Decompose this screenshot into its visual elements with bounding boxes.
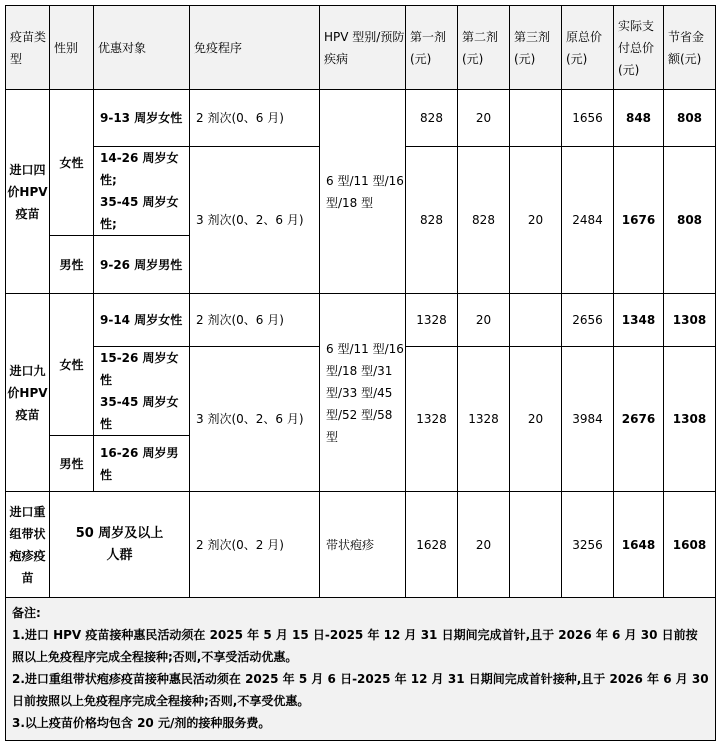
hpv-types-cell: 6 型/11 型/16 型/18 型	[320, 90, 406, 294]
dose1-cell: 1328	[406, 347, 458, 492]
target-line: 14-26 周岁女性;	[100, 151, 179, 187]
header-savings: 节省金额(元)	[664, 6, 716, 90]
header-dose2: 第二剂(元)	[458, 6, 510, 90]
original-total-cell: 3256	[562, 492, 614, 598]
dose3-cell: 20	[510, 147, 562, 294]
dose3-cell: 20	[510, 347, 562, 492]
header-hpv-types: HPV 型别/预防疾病	[320, 6, 406, 90]
header-dose1: 第一剂(元)	[406, 6, 458, 90]
table-header-row	[6, 6, 716, 90]
header-actual-total: 实际支付总价(元)	[614, 6, 664, 90]
schedule-cell: 2 剂次(0、6 月)	[190, 294, 320, 347]
dose3-cell	[510, 294, 562, 347]
target-cell: 9-26 周岁男性	[94, 236, 190, 294]
note-item: 3.以上疫苗价格均包含 20 元/剂的接种服务费。	[12, 716, 271, 730]
savings-cell: 1608	[664, 492, 716, 598]
vaccine-type-cell: 进口九价HPV疫苗	[6, 294, 50, 492]
notes-cell	[6, 598, 716, 741]
table-row	[6, 492, 716, 598]
table-row	[6, 294, 716, 347]
schedule-cell: 3 剂次(0、2、6 月)	[190, 147, 320, 294]
target-cell: 9-13 周岁女性	[94, 90, 190, 147]
actual-total-cell: 1348	[614, 294, 664, 347]
gender-cell: 女性	[50, 90, 94, 236]
dose2-cell: 20	[458, 90, 510, 147]
original-total-cell: 1656	[562, 90, 614, 147]
target-line: 15-26 周岁女性	[100, 351, 179, 387]
header-target: 优惠对象	[94, 6, 190, 90]
target-cell: 50 周岁及以上人群	[50, 492, 190, 598]
dose1-cell: 1328	[406, 294, 458, 347]
dose2-cell: 20	[458, 294, 510, 347]
header-vaccine-type: 疫苗类型	[6, 6, 50, 90]
vaccine-price-table	[5, 5, 716, 741]
dose3-cell	[510, 492, 562, 598]
notes-title: 备注:	[12, 606, 41, 620]
actual-total-cell: 848	[614, 90, 664, 147]
header-dose3: 第三剂(元)	[510, 6, 562, 90]
target-cell	[94, 147, 190, 236]
dose2-cell: 828	[458, 147, 510, 294]
target-line: 35-45 周岁女性	[100, 395, 179, 431]
header-schedule: 免疫程序	[190, 6, 320, 90]
gender-cell: 女性	[50, 294, 94, 436]
schedule-cell: 2 剂次(0、2 月)	[190, 492, 320, 598]
original-total-cell: 3984	[562, 347, 614, 492]
savings-cell: 1308	[664, 347, 716, 492]
disease-cell: 带状疱疹	[320, 492, 406, 598]
schedule-cell: 2 剂次(0、6 月)	[190, 90, 320, 147]
notes-row	[6, 598, 716, 741]
schedule-cell: 3 剂次(0、2、6 月)	[190, 347, 320, 492]
price-table-container	[5, 5, 715, 741]
dose2-cell: 1328	[458, 347, 510, 492]
original-total-cell: 2656	[562, 294, 614, 347]
vaccine-type-cell: 进口四价HPV疫苗	[6, 90, 50, 294]
actual-total-cell: 1676	[614, 147, 664, 294]
target-cell: 16-26 周岁男性	[94, 436, 190, 492]
gender-cell: 男性	[50, 236, 94, 294]
hpv-types-cell: 6 型/11 型/16 型/18 型/31 型/33 型/45 型/52 型/58 型	[320, 294, 406, 492]
target-line: 35-45 周岁女性;	[100, 195, 179, 231]
savings-cell: 808	[664, 147, 716, 294]
actual-total-cell: 2676	[614, 347, 664, 492]
target-cell	[94, 347, 190, 436]
savings-cell: 808	[664, 90, 716, 147]
dose1-cell: 828	[406, 90, 458, 147]
vaccine-type-cell: 进口重组带状疱疹疫苗	[6, 492, 50, 598]
note-item: 2.进口重组带状疱疹疫苗接种惠民活动须在 2025 年 5 月 6 日-2025 年 12 月 31 日期间完成首针接种,且于 2026 年 6 月 30 日前按照以上免疫程序完成全程接种;否则,不享受优惠。	[12, 672, 709, 708]
original-total-cell: 2484	[562, 147, 614, 294]
dose1-cell: 828	[406, 147, 458, 294]
dose1-cell: 1628	[406, 492, 458, 598]
dose3-cell	[510, 90, 562, 147]
note-item: 1.进口 HPV 疫苗接种惠民活动须在 2025 年 5 月 15 日-2025 年 12 月 31 日期间完成首针,且于 2026 年 6 月 30 日前按照以上免疫程序完成全程接种;否则,不享受活动优惠。	[12, 628, 698, 664]
actual-total-cell: 1648	[614, 492, 664, 598]
gender-cell: 男性	[50, 436, 94, 492]
savings-cell: 1308	[664, 294, 716, 347]
target-cell: 9-14 周岁女性	[94, 294, 190, 347]
header-gender: 性别	[50, 6, 94, 90]
header-original-total: 原总价(元)	[562, 6, 614, 90]
table-row	[6, 90, 716, 147]
dose2-cell: 20	[458, 492, 510, 598]
